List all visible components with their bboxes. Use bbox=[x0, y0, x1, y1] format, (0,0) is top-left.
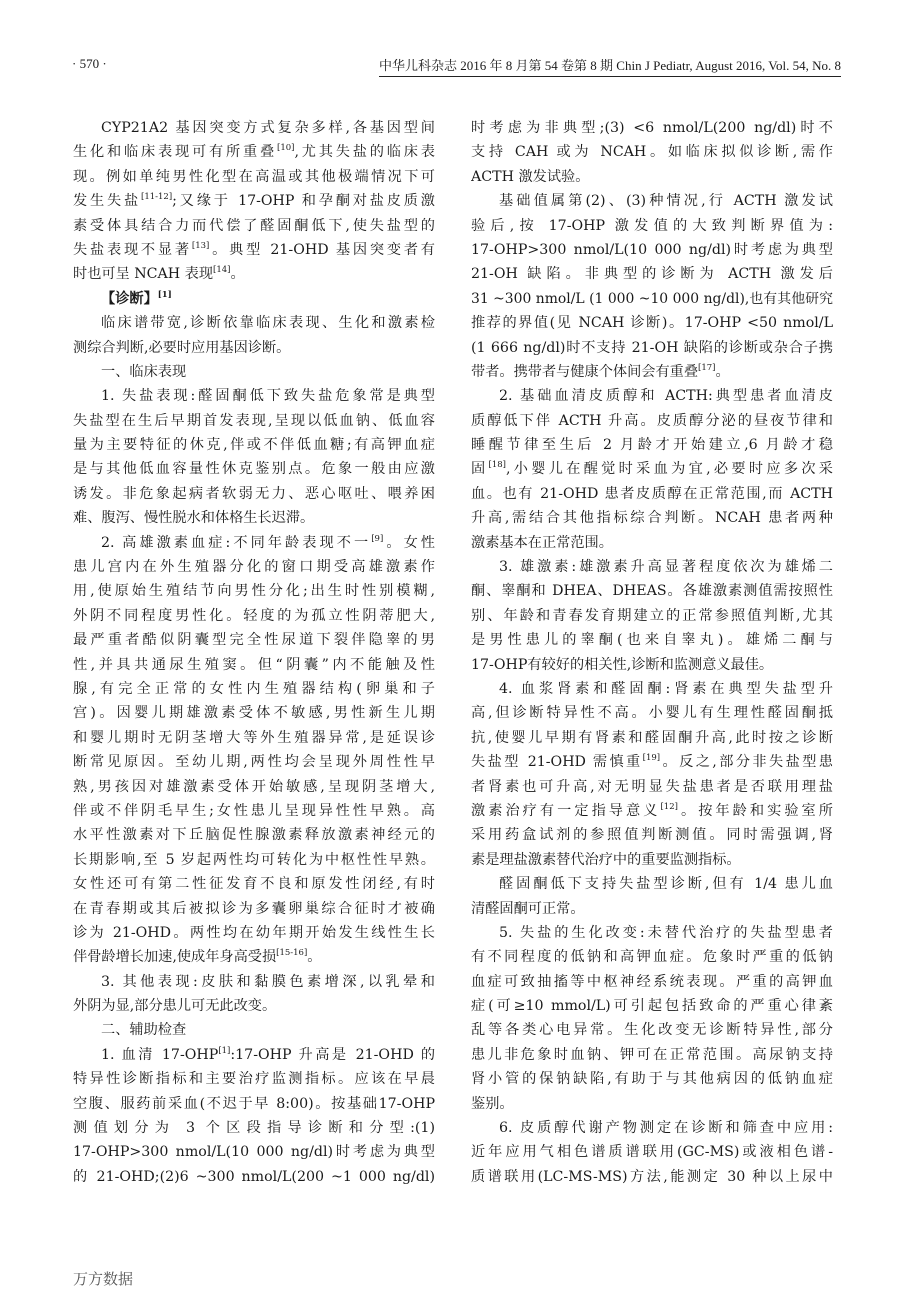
text-segment: 一、临床表现 bbox=[101, 363, 187, 380]
text-segment: 量为主要特征的休克,伴或不伴低血糖;有高钾血症 bbox=[73, 437, 435, 454]
text-segment: 宫)。因婴儿期雄激素受体不敏感,男性新生儿期 bbox=[73, 705, 435, 722]
text-line bbox=[471, 1116, 833, 1140]
text-line bbox=[73, 311, 435, 335]
text-segment: 断常见原因。至幼儿期,两性均会呈现外周性性早 bbox=[73, 754, 435, 771]
text-line bbox=[73, 823, 435, 847]
text-line bbox=[471, 897, 833, 921]
citation-ref: [1] bbox=[218, 1045, 231, 1056]
citation-ref: [19] bbox=[642, 753, 661, 764]
text-segment: 6. 皮质醇代谢产物测定在诊断和筛查中应用: bbox=[499, 1120, 833, 1137]
text-line bbox=[471, 579, 833, 603]
text-segment: 二、辅助检查 bbox=[101, 1022, 187, 1039]
text-segment: 。 bbox=[230, 266, 245, 283]
text-segment: 特异性诊断指标和主要治疗监测指标。应该在早晨 bbox=[73, 1071, 435, 1088]
text-segment: 17-OHP有较好的相关性,诊断和监测意义最佳。 bbox=[471, 656, 774, 673]
text-segment: 。典型 21-OHD 基因突变者有 bbox=[209, 241, 435, 258]
text-segment: 验后,按 17-OHP 激发值的大致判断界值为: bbox=[471, 217, 833, 234]
text-segment: 推荐的界值(见 NCAH 诊断)。17-OHP <50 nmol/L bbox=[471, 315, 833, 332]
text-segment: 的 21-OHD;(2)6 ~300 nmol/L(200 ~1 000 ng/dl) bbox=[73, 1168, 435, 1185]
text-segment: 诱发。非危象起病者软弱无力、恶心呕吐、喂养困 bbox=[73, 485, 435, 502]
text-line bbox=[471, 555, 833, 579]
text-segment: 2. 基础血清皮质醇和 ACTH:典型患者血清皮 bbox=[499, 388, 833, 405]
text-line bbox=[73, 482, 435, 506]
text-segment: 血症可致抽搐等中枢神经系统表现。严重的高钾血 bbox=[471, 973, 833, 990]
text-segment: 近年应用气相色谱质谱联用(GC-MS)或液相色谱- bbox=[471, 1144, 833, 1161]
text-line bbox=[73, 262, 435, 286]
text-line bbox=[471, 140, 833, 164]
text-line bbox=[73, 384, 435, 408]
citation-ref: [9] bbox=[371, 533, 384, 544]
text-segment: 有不同程度的低钠和高钾血症。危象时严重的低钠 bbox=[471, 949, 833, 966]
journal-header: 中华儿科杂志 2016 年 8 月第 54 卷第 8 期 Chin J Pediatr, August 2016, Vol. 54, No. 8 bbox=[379, 55, 841, 77]
text-segment: 支持 CAH 或为 NCAH。如临床拟似诊断,需作 bbox=[471, 144, 833, 161]
text-line bbox=[471, 1165, 833, 1189]
text-line bbox=[73, 994, 435, 1018]
text-segment: 。按年龄和实验室所 bbox=[677, 802, 833, 819]
citation-ref: [15-16] bbox=[276, 948, 308, 959]
text-segment: 醛固酮低下支持失盐型诊断,但有 1/4 患儿血 bbox=[499, 876, 833, 893]
text-segment: 17-OHP>300 nmol/L(10 000 ng/dl)时考虑为典型 bbox=[471, 241, 833, 258]
text-line bbox=[73, 409, 435, 433]
text-segment: 。 bbox=[307, 949, 322, 966]
text-line bbox=[471, 238, 833, 262]
text-line bbox=[471, 1140, 833, 1164]
text-segment: 和婴儿期时无阴茎增大等外生殖器异常,是延误诊 bbox=[73, 729, 435, 746]
text-segment: 【诊断】 bbox=[101, 290, 158, 307]
text-segment: 伴或不伴阴毛早生;女性患儿呈现异性性早熟。高 bbox=[73, 802, 435, 819]
text-line bbox=[73, 506, 435, 530]
text-line bbox=[471, 189, 833, 213]
text-segment: 临床谱带宽,诊断依靠临床表现、生化和激素检 bbox=[101, 315, 435, 332]
text-line bbox=[471, 336, 833, 360]
text-segment: ;又缘于 17-OHP 和孕酮对盐皮质激 bbox=[172, 193, 435, 210]
text-segment: 别、年龄和青春发育期建立的正常参照值判断,尤其 bbox=[471, 607, 833, 624]
text-line bbox=[73, 677, 435, 701]
text-segment: 5. 失盐的生化改变:未替代治疗的失盐型患者 bbox=[499, 924, 833, 941]
text-segment: 测综合判断,必要时应用基因诊断。 bbox=[73, 339, 291, 356]
text-segment: 4. 血浆肾素和醛固酮:肾素在典型失盐型升 bbox=[499, 680, 833, 697]
text-line bbox=[73, 750, 435, 774]
citation-ref: [17] bbox=[698, 362, 716, 373]
text-segment: 症(可≥10 mmol/L)可引起包括致命的严重心律紊 bbox=[471, 998, 833, 1015]
right-column bbox=[471, 116, 833, 1189]
text-line bbox=[471, 775, 833, 799]
text-line bbox=[73, 189, 435, 213]
text-line bbox=[471, 384, 833, 408]
text-segment: 测值划分为 3 个区段指导诊断和分型:(1) bbox=[73, 1120, 435, 1137]
text-line bbox=[73, 970, 435, 994]
text-segment: 失盐型 21-OHD 需慎重 bbox=[471, 754, 643, 771]
text-line bbox=[471, 701, 833, 725]
text-line bbox=[471, 360, 833, 384]
text-segment: 伴骨龄增长加速,使成年身高受损 bbox=[73, 949, 277, 966]
text-segment: 诊为 21-OHD。两性均在幼年期开始发生线性生长 bbox=[73, 924, 435, 941]
text-segment: 抗,使婴儿早期有肾素和醛固酮升高,此时按之诊断 bbox=[471, 729, 833, 746]
text-line bbox=[73, 726, 435, 750]
text-segment: 腺,有完全正常的女性内生殖器结构(卵巢和子 bbox=[73, 680, 435, 697]
text-line bbox=[471, 970, 833, 994]
text-segment: 难、腹泻、慢性脱水和体格生长迟滞。 bbox=[73, 510, 315, 527]
text-line bbox=[73, 116, 435, 140]
text-line bbox=[471, 287, 833, 311]
text-segment: 高,但诊断特异性不高。小婴儿有生理性醛固酮抵 bbox=[471, 705, 833, 722]
text-segment: 女性还可有第二性征发育不良和原发性闭经,有时 bbox=[73, 876, 435, 893]
text-line bbox=[471, 1018, 833, 1042]
text-line bbox=[73, 799, 435, 823]
text-line bbox=[73, 1067, 435, 1091]
text-segment: 生化和临床表现可有所重叠 bbox=[73, 144, 278, 161]
text-line bbox=[471, 214, 833, 238]
text-segment: 1. 失盐表现:醛固酮低下致失盐危象常是典型 bbox=[101, 388, 435, 405]
text-segment: 。 bbox=[715, 363, 730, 380]
text-line bbox=[73, 579, 435, 603]
text-segment: 用,使原始生殖结节向男性分化;出生时性别模糊, bbox=[73, 583, 435, 600]
text-segment: 素受体具结合力而代偿了醛固酮低下,使失盐型的 bbox=[73, 217, 435, 234]
text-segment: 肾小管的保钠缺陷,有助于与其他病因的低钠血症 bbox=[471, 1071, 833, 1088]
citation-ref: [11-12] bbox=[141, 192, 173, 203]
text-segment: 乱等各类心电异常。生化改变无诊断特异性,部分 bbox=[471, 1022, 833, 1039]
text-segment: ,小婴儿在醒觉时采血为宜,必要时应多次采 bbox=[505, 461, 833, 478]
text-segment: 21-OH 缺陷。非典型的诊断为 ACTH 激发后 bbox=[471, 266, 833, 283]
text-segment: 质谱联用(LC-MS-MS)方法,能测定 30 种以上尿中 bbox=[471, 1168, 833, 1185]
text-segment: 熟,男孩因对雄激素受体开始敏感,呈现阴茎增大, bbox=[73, 778, 435, 795]
text-segment: 现。例如单纯男性化型在高温或其他极端情况下可 bbox=[73, 168, 435, 185]
text-segment: 者肾素也可升高,对无明显失盐患者是否联用理盐 bbox=[471, 778, 833, 795]
text-segment: 基础值属第(2)、(3)种情况,行 ACTH 激发试 bbox=[499, 193, 833, 210]
text-segment: 31 ~300 nmol/L (1 000 ~10 000 ng/dl),也有其他研究 bbox=[471, 290, 833, 307]
text-line bbox=[471, 311, 833, 335]
citation-ref: [1] bbox=[157, 289, 172, 300]
text-segment: 是男性患儿的睾酮(也来自睾丸)。雄烯二酮与 bbox=[471, 632, 833, 649]
text-segment: 长期影响,至 5 岁起两性均可转化为中枢性性早熟。 bbox=[73, 851, 435, 868]
text-line bbox=[471, 457, 833, 481]
text-line bbox=[73, 457, 435, 481]
text-segment: 酮、睾酮和 DHEA、DHEAS。各雄激素测值需按照性 bbox=[471, 583, 833, 600]
text-line bbox=[471, 262, 833, 286]
text-segment: 采用药盒试剂的参照值判断测值。同时需强调,肾 bbox=[471, 827, 833, 844]
text-line bbox=[471, 1043, 833, 1067]
text-line bbox=[73, 653, 435, 677]
citation-ref: [10] bbox=[277, 143, 295, 154]
text-segment: 性,并具共通尿生殖窦。但“阴囊”内不能触及性 bbox=[73, 656, 435, 673]
text-line bbox=[471, 653, 833, 677]
text-segment: 升高,需结合其他指标综合判断。NCAH 患者两种 bbox=[471, 510, 833, 527]
text-line bbox=[471, 506, 833, 530]
text-segment: 外阴为显,部分患儿可无此改变。 bbox=[73, 998, 277, 1015]
citation-ref: [14] bbox=[213, 265, 231, 276]
text-line bbox=[73, 701, 435, 725]
text-segment: 清醛固酮可正常。 bbox=[471, 900, 585, 917]
text-segment: 激素治疗有一定指导意义 bbox=[471, 802, 661, 819]
text-segment: ACTH 激发试验。 bbox=[471, 168, 590, 185]
text-line bbox=[73, 360, 435, 384]
text-line bbox=[73, 628, 435, 652]
text-line bbox=[73, 775, 435, 799]
text-line bbox=[471, 848, 833, 872]
text-segment: 患儿非危象时血钠、钾可在正常范围。高尿钠支持 bbox=[471, 1046, 833, 1063]
text-segment: 带者。携带者与健康个体间会有重叠 bbox=[471, 363, 699, 380]
text-segment: 鉴别。 bbox=[471, 1095, 514, 1112]
text-line bbox=[73, 897, 435, 921]
text-segment: 外阴不同程度男性化。轻度的为孤立性阴蒂肥大, bbox=[73, 607, 435, 624]
text-segment: ,尤其失盐的临床表 bbox=[294, 144, 435, 161]
text-segment: 17-OHP>300 nmol/L(10 000 ng/dl)时考虑为典型 bbox=[73, 1144, 435, 1161]
text-line bbox=[73, 238, 435, 262]
text-segment: CYP21A2 基因突变方式复杂多样,各基因型间 bbox=[101, 120, 435, 136]
text-line bbox=[73, 1092, 435, 1116]
page-number: · 570 · bbox=[72, 56, 107, 71]
text-segment: 1. 血清 17-OHP bbox=[101, 1046, 219, 1063]
text-line bbox=[73, 336, 435, 360]
text-line bbox=[471, 604, 833, 628]
text-line bbox=[73, 921, 435, 945]
text-segment: 发生失盐 bbox=[73, 193, 142, 210]
text-segment: 固 bbox=[471, 461, 489, 478]
citation-ref: [12] bbox=[660, 801, 678, 812]
watermark: 万方数据 bbox=[73, 1270, 134, 1288]
text-line bbox=[73, 531, 435, 555]
text-segment: 是与其他低血容量性休克鉴别点。危象一般由应激 bbox=[73, 461, 435, 478]
text-segment: 最严重者酷似阴囊型完全性尿道下裂伴隐睾的男 bbox=[73, 632, 435, 649]
text-line bbox=[471, 677, 833, 701]
text-line bbox=[471, 433, 833, 457]
text-segment: 时考虑为非典型;(3) <6 nmol/L(200 ng/dl)时不 bbox=[471, 120, 833, 136]
text-line bbox=[471, 409, 833, 433]
text-segment: 空腹、服药前采血(不迟于早 8:00)。按基础17-OHP bbox=[73, 1095, 435, 1112]
text-line bbox=[471, 994, 833, 1018]
text-line bbox=[471, 482, 833, 506]
text-line bbox=[73, 555, 435, 579]
text-line bbox=[73, 848, 435, 872]
text-line bbox=[471, 823, 833, 847]
text-segment: 。反之,部分非失盐型患 bbox=[660, 754, 833, 771]
text-line bbox=[73, 140, 435, 164]
text-line bbox=[471, 921, 833, 945]
text-line bbox=[471, 165, 833, 189]
text-segment: :17-OHP 升高是 21-OHD 的 bbox=[230, 1046, 435, 1063]
text-segment: 3. 雄激素:雄激素升高显著程度依次为雄烯二 bbox=[499, 559, 833, 576]
text-line bbox=[73, 604, 435, 628]
text-segment: 3. 其他表现:皮肤和黏膜色素增深,以乳晕和 bbox=[101, 973, 435, 990]
text-line bbox=[73, 433, 435, 457]
citation-ref: [18] bbox=[488, 460, 506, 471]
text-segment: 激素基本在正常范围。 bbox=[471, 534, 613, 551]
text-line bbox=[73, 287, 435, 311]
text-line bbox=[471, 750, 833, 774]
left-column bbox=[73, 116, 435, 1189]
text-line bbox=[471, 726, 833, 750]
text-segment: 血。也有 21-OHD 患者皮质醇在正常范围,而 ACTH bbox=[471, 485, 833, 502]
text-line bbox=[73, 872, 435, 896]
text-segment: 质醇低下伴 ACTH 升高。皮质醇分泌的昼夜节律和 bbox=[471, 412, 833, 429]
text-line bbox=[73, 1116, 435, 1140]
text-line bbox=[73, 165, 435, 189]
text-line bbox=[73, 1140, 435, 1164]
text-segment: 患儿宫内在外生殖器分化的窗口期受高雄激素作 bbox=[73, 559, 435, 576]
text-line bbox=[73, 1165, 435, 1189]
citation-ref: [13] bbox=[191, 240, 210, 251]
text-line bbox=[73, 945, 435, 969]
text-line bbox=[471, 1092, 833, 1116]
text-line bbox=[471, 531, 833, 555]
text-line bbox=[73, 214, 435, 238]
text-line bbox=[471, 945, 833, 969]
text-line bbox=[471, 116, 833, 140]
text-line bbox=[73, 1018, 435, 1042]
text-segment: (1 666 ng/dl)时不支持 21-OH 缺陷的诊断或杂合子携 bbox=[471, 339, 833, 356]
text-segment: 时也可呈 NCAH 表现 bbox=[73, 266, 214, 283]
text-segment: 水平性激素对下丘脑促性腺激素释放激素神经元的 bbox=[73, 827, 435, 844]
text-segment: 。女性 bbox=[383, 534, 435, 551]
text-line bbox=[471, 799, 833, 823]
text-segment: 失盐型在生后早期首发表现,呈现以低血钠、低血容 bbox=[73, 412, 435, 429]
text-line bbox=[471, 1067, 833, 1091]
text-segment: 在青春期或其后被拟诊为多囊卵巢综合征时才被确 bbox=[73, 900, 435, 917]
text-line bbox=[73, 1043, 435, 1067]
text-line bbox=[471, 628, 833, 652]
text-segment: 2. 高雄激素血症:不同年龄表现不一 bbox=[101, 534, 372, 551]
text-segment: 失盐表现不显著 bbox=[73, 241, 192, 258]
text-segment: 素是理盐激素替代治疗中的重要监测指标。 bbox=[471, 851, 741, 868]
text-segment: 睡醒节律至生后 2 月龄才开始建立,6 月龄才稳 bbox=[471, 437, 833, 454]
text-line bbox=[471, 872, 833, 896]
